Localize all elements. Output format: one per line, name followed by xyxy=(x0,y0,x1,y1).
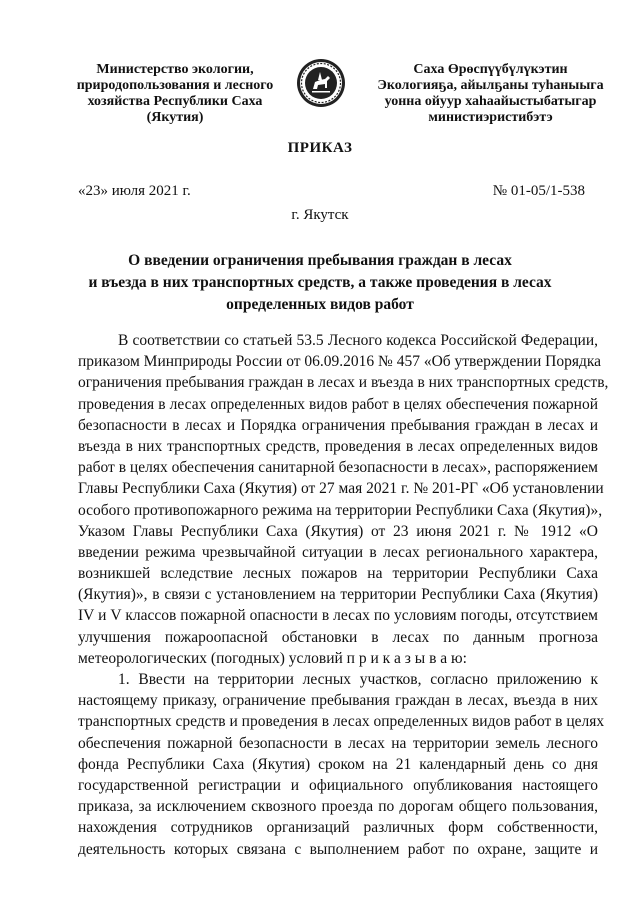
body-line: безопасности в лесах и Порядка ограничения пребывания граждан в лесах и xyxy=(78,416,598,434)
body-line: настоящему приказу, ограничение пребывания граждан в лесах, въезда в них xyxy=(78,692,598,710)
document-body xyxy=(78,330,609,860)
ministry-ru-line: Министерство экологии, xyxy=(96,62,254,77)
ministry-sah-line: министиэристибэтэ xyxy=(428,110,553,125)
body-line: IV и V классов пожарной опасности в лесах по условиям погоды, отсутствием xyxy=(78,607,598,625)
document-city: г. Якутск xyxy=(291,207,349,223)
ministry-ru-line: хозяйства Республики Саха xyxy=(87,94,263,109)
body-line: введении режима чрезвычайной ситуации в лесах регионального характера, xyxy=(78,543,598,561)
body-line: деятельность которых связана с выполнением работ по охране, защите и xyxy=(78,840,598,858)
coat-of-arms-emblem-icon xyxy=(296,58,346,108)
ministry-sah-line: уонна ойуур хаһаайыстыбатыгар xyxy=(384,94,597,109)
body-line: ограничения пребывания граждан в лесах и въезда в них транспортных средств, xyxy=(78,374,609,392)
body-line: В соответствии со статьей 53.5 Лесного кодекса Российской Федерации, xyxy=(118,332,598,349)
ministry-ru-line: (Якутия) xyxy=(146,110,204,125)
body-line: транспортных средств и проведения в лесах определенных видов работ в целях xyxy=(78,713,605,731)
ministry-sah-line: Экологияҕа, айылҕаны туһаныыга xyxy=(377,78,604,93)
body-line: улучшения пожароопасной обстановки в лесах по данным прогноза xyxy=(78,628,598,646)
body-line: возникшей вследствие лесных пожаров на территории Республики Саха xyxy=(78,565,598,583)
body-line: государственной регистрации и официального опубликования настоящего xyxy=(78,776,598,794)
title-line: и въезда в них транспортных средств, а также проведения в лесах xyxy=(88,274,552,291)
body-line: нахождения сотрудников организаций различных форм собственности, xyxy=(78,819,598,837)
title-line: определенных видов работ xyxy=(226,296,414,313)
body-line: въезда в них транспортных средств, проведения в лесах определенных видов xyxy=(78,437,598,455)
body-line: Указом Главы Республики Саха (Якутия) от 23 июня 2021 г. № 1912 «О xyxy=(78,522,598,540)
ministry-name-yakut xyxy=(368,62,613,126)
title-line: О введении ограничения пребывания граждан в лесах xyxy=(128,252,512,269)
ministry-name-russian xyxy=(60,62,290,126)
body-line: фонда Республики Саха (Якутия) сроком на 21 календарный день со дня xyxy=(78,755,598,773)
ministry-ru-line: природопользования и лесного xyxy=(76,78,274,93)
body-line: 1. Ввести на территории лесных участков, согласно приложению к xyxy=(118,671,598,688)
body-line: обеспечения пожарной безопасности в лесах на территории земель лесного xyxy=(78,734,598,752)
body-line: приказа, за исключением сквозного проезда по дорогам общего пользования, xyxy=(78,798,598,816)
document-number: № 01-05/1-538 xyxy=(492,183,585,199)
body-line: особого противопожарного режима на территории Республики Саха (Якутия)», xyxy=(78,501,603,519)
body-line: проведения в лесах определенных видов работ в целях обеспечения пожарной xyxy=(78,395,598,413)
document-type-heading: ПРИКАЗ xyxy=(287,140,353,156)
ministry-sah-line: Саха Өрөспүүбүлүкэтин xyxy=(413,62,568,77)
document-title xyxy=(60,250,580,316)
document-date: «23» июля 2021 г. xyxy=(78,183,191,199)
body-line: (Якутия)», в связи с установлением на территории Республики Саха (Якутия) xyxy=(78,586,598,604)
body-line: Главы Республики Саха (Якутия) от 27 мая 2021 г. № 201-РГ «Об установлении xyxy=(78,480,604,498)
body-line: метеорологических (погодных) условий п р и к а з ы в а ю: xyxy=(78,649,467,667)
body-line: работ в целях обеспечения санитарной безопасности в лесах», распоряжением xyxy=(78,459,598,477)
body-line: приказом Минприроды России от 06.09.2016 № 457 «Об утверждении Порядка xyxy=(78,353,602,371)
